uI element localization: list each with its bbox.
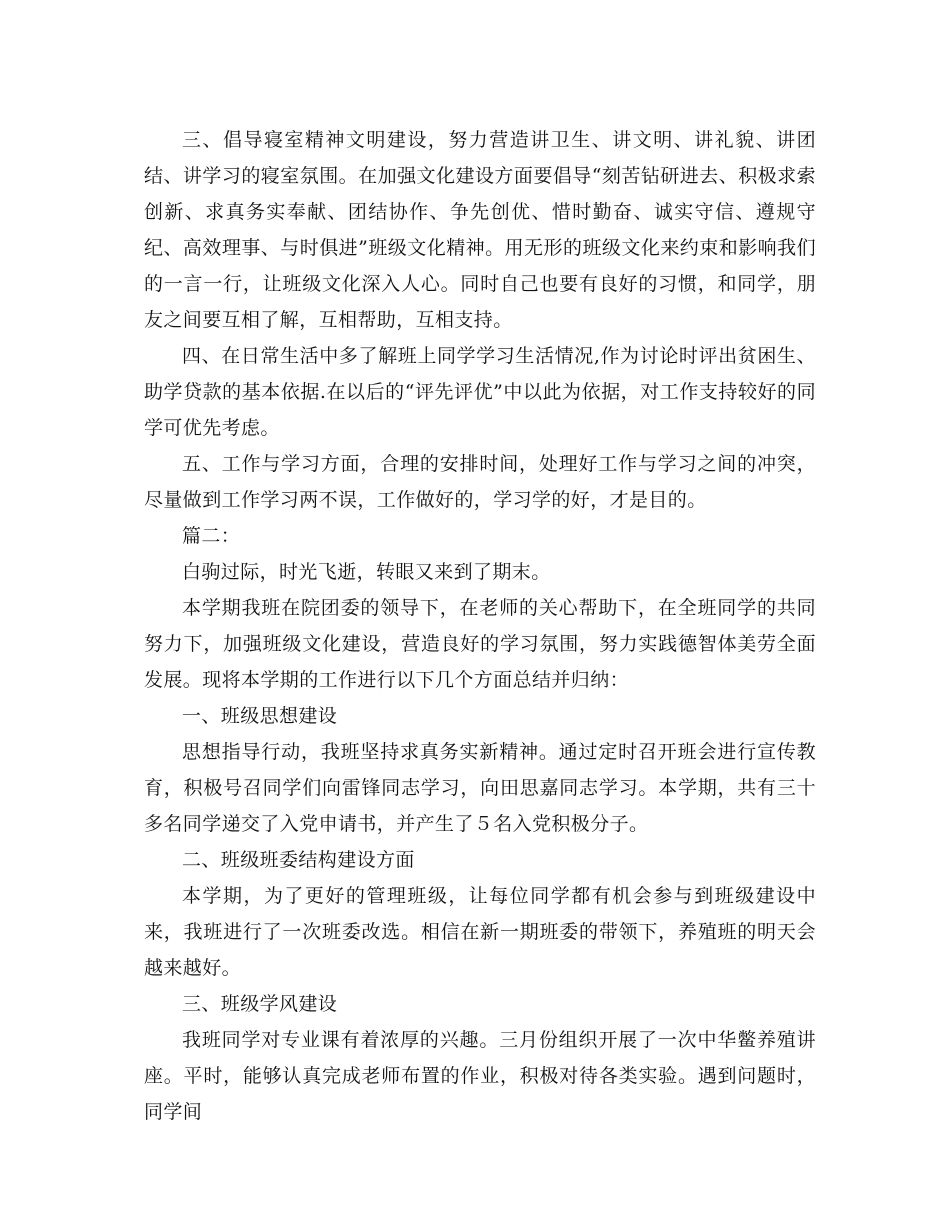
paragraph-ideology: 思想指导行动，我班坚持求真务实新精神。通过定时召开班会进行宣传教育，积极号召同学们向雷锋同志学习，向田思嘉同志学习。本学期，共有三十多名同学递交了入党申请书，并产生了５名入党积极分子。 [144,741,816,835]
section-heading-committee: 二、班级班委结构建设方面 [182,849,415,871]
paragraph-study-style: 我班同学对专业课有着浓厚的兴趣。三月份组织开展了一次中华鳖养殖讲座。平时，能够认真完成老师布置的作业，积极对待各类实验。遇到问题时，同学间 [144,1029,816,1123]
paragraph-work-study: 五、工作与学习方面，合理的安排时间，处理好工作与学习之间的冲突，尽量做到工作学习两不误，工作做好的，学习学的好，才是目的。 [144,453,816,511]
paragraph-term-end: 白驹过际，时光飞逝，转眼又来到了期末。 [182,561,551,583]
paragraph-summary-intro: 本学期我班在院团委的领导下，在老师的关心帮助下，在全班同学的共同努力下，加强班级文化建设，营造良好的学习氛围，努力实践德智体美劳全面发展。现将本学期的工作进行以下几个方面总结并归纳： [144,597,816,691]
section-heading-part-two: 篇二： [182,525,241,547]
document-page [144,122,816,1130]
section-heading-ideology: 一、班级思想建设 [182,705,338,727]
section-heading-study-style: 三、班级学风建设 [182,993,338,1015]
paragraph-dorm-culture: 三、倡导寝室精神文明建设，努力营造讲卫生、讲文明、讲礼貌、讲团结、讲学习的寝室氛围。在加强文化建设方面要倡导“刻苦钻研进去、积极求索创新、求真务实奉献、团结协作、争先创优、惜时勤奋、诚实守信、遵规守纪、高效理事、与时俱进”班级文化精神。用无形的班级文化来约束和影响我们的一言一行，让班级文化深入人心。同时自己也要有良好的习惯，和同学，朋友之间要互相了解，互相帮助，互相支持。 [144,129,816,331]
paragraph-committee: 本学期，为了更好的管理班级，让每位同学都有机会参与到班级建设中来，我班进行了一次班委改选。相信在新一期班委的带领下，养殖班的明天会越来越好。 [144,885,816,979]
paragraph-student-life: 四、在日常生活中多了解班上同学学习生活情况,作为讨论时评出贫困生、助学贷款的基本依据.在以后的“评先评优”中以此为依据，对工作支持较好的同学可优先考虑。 [144,345,816,439]
